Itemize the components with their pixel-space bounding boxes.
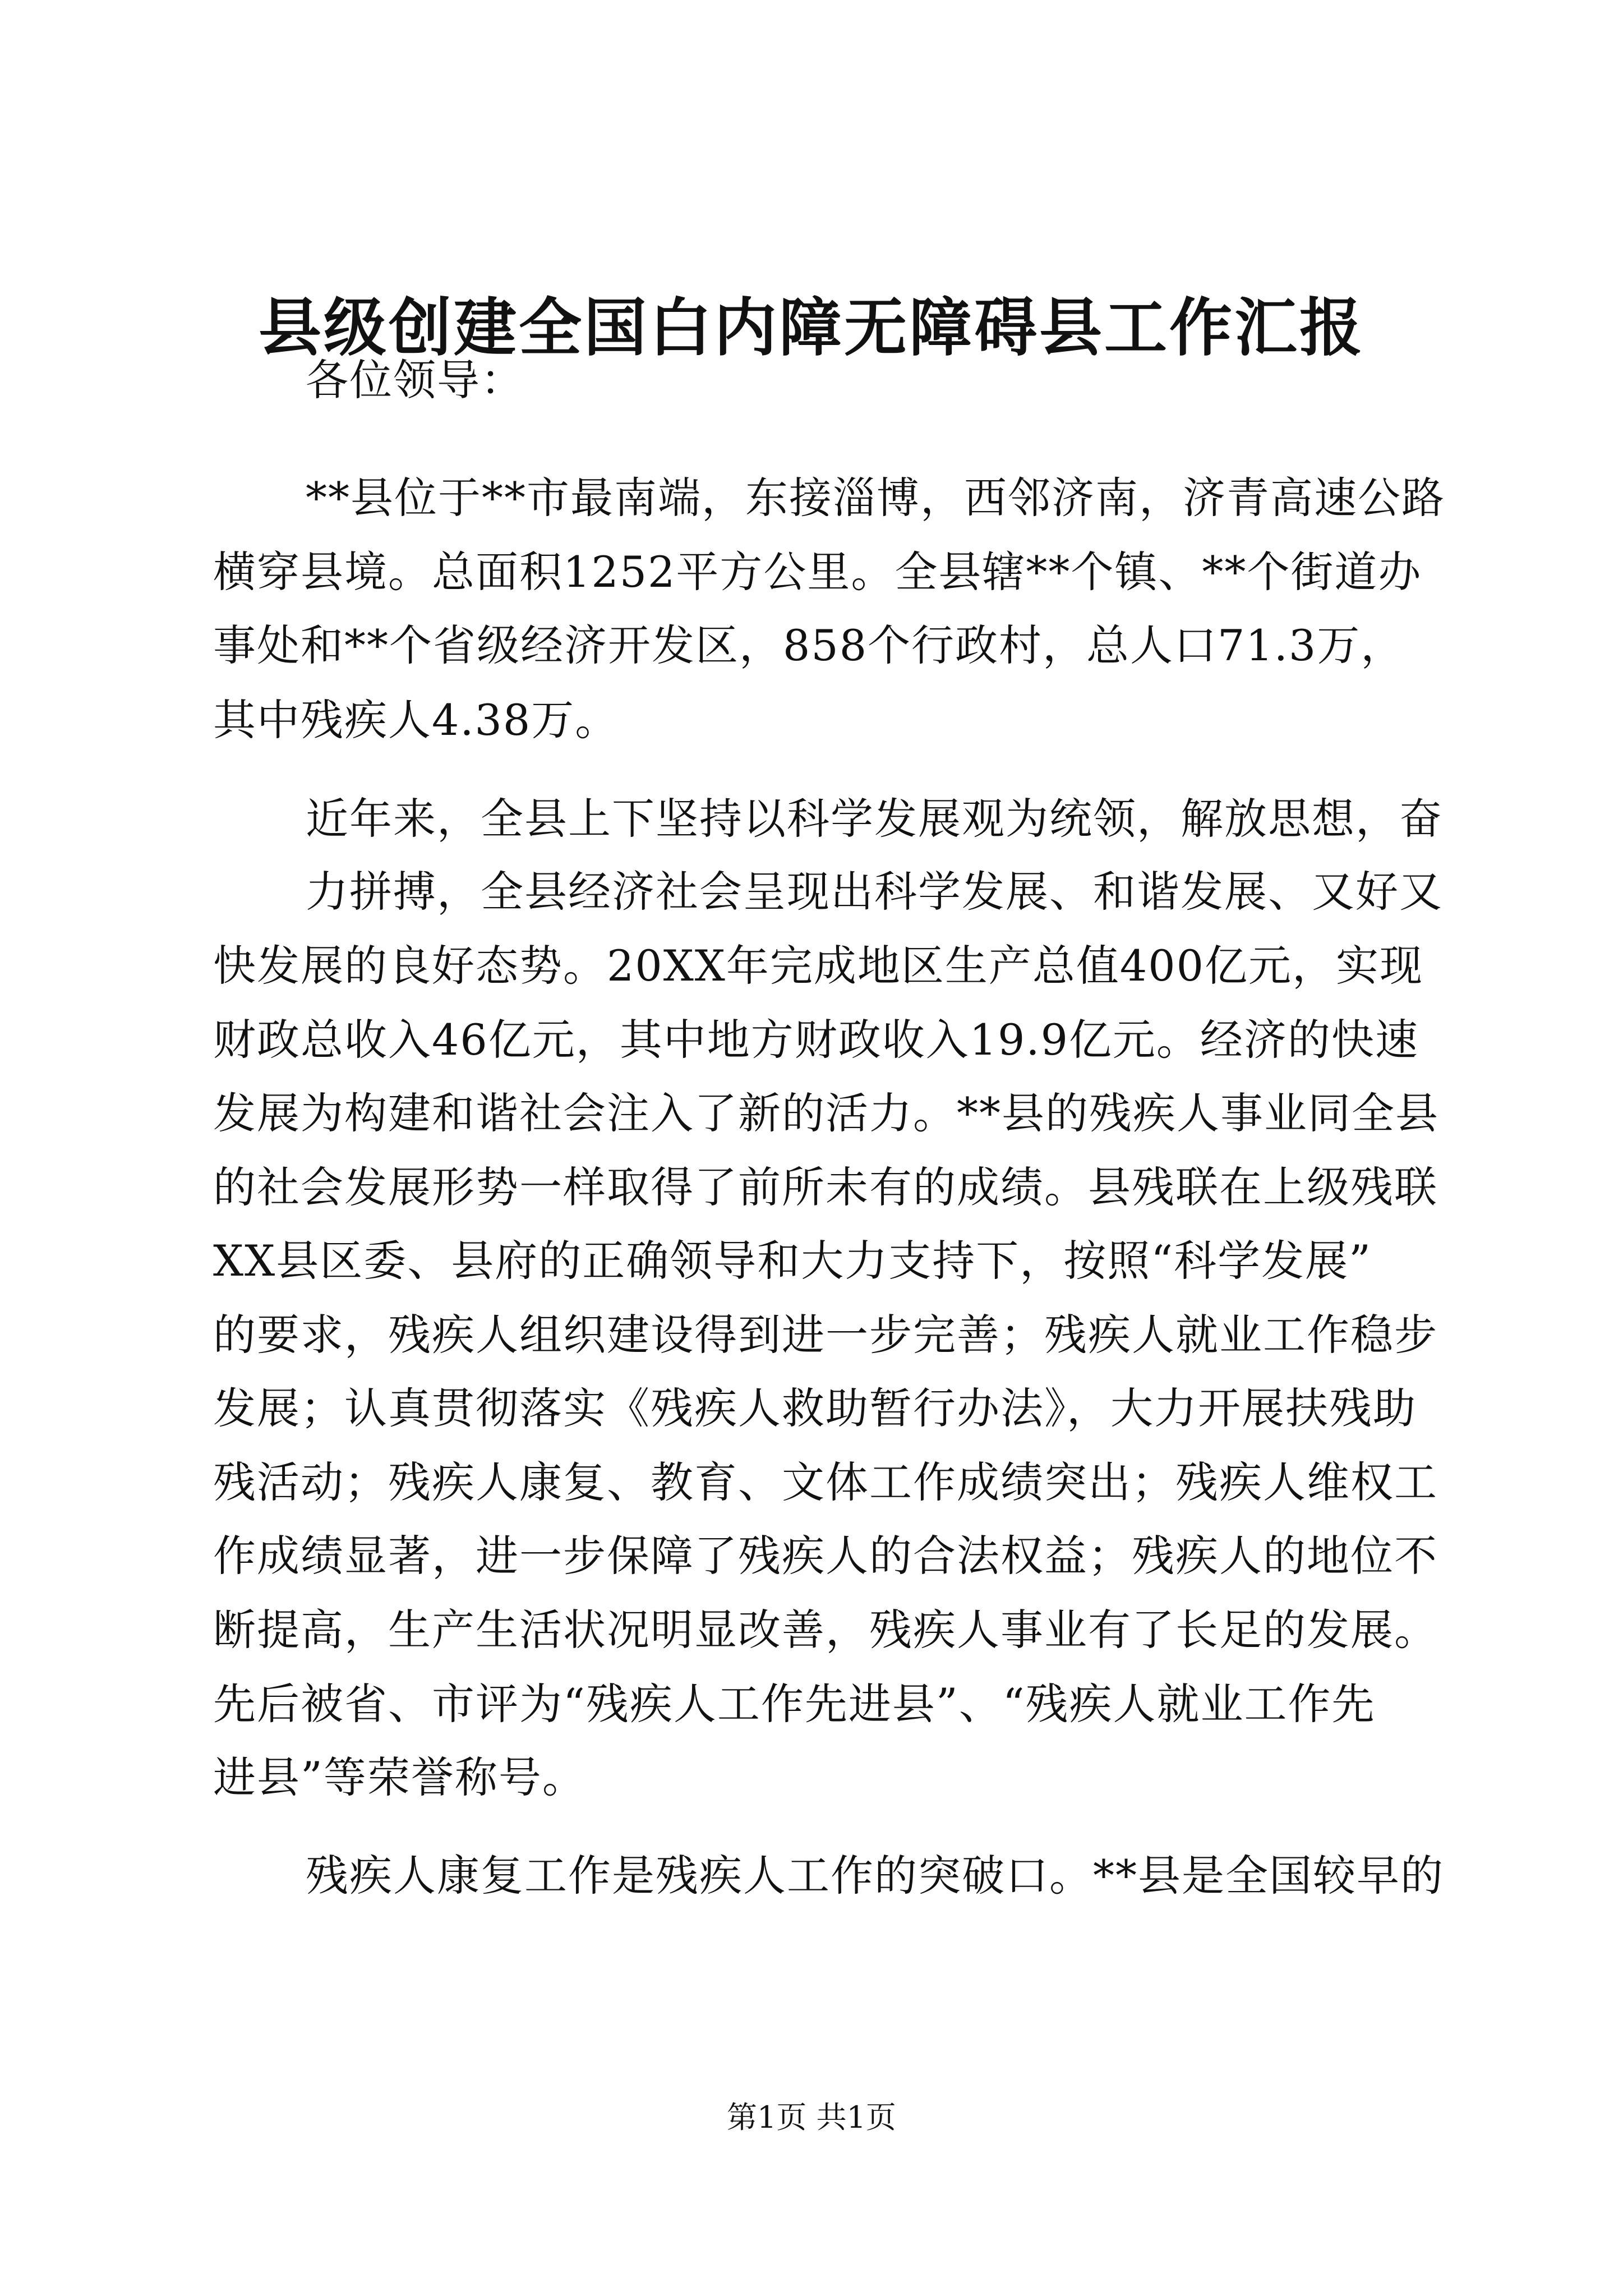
body-line: 的要求，残疾人组织建设得到进一步完善；残疾人就业工作稳步	[213, 1310, 1438, 1360]
body-line: 残疾人康复工作是残疾人工作的突破口。**县是全国较早的	[306, 1851, 1444, 1901]
body-line: 横穿县境。总面积1252平方公里。全县辖**个镇、**个街道办	[213, 547, 1422, 597]
body-line: 进县”等荣誉称号。	[213, 1752, 586, 1802]
body-line: 力拼搏，全县经济社会呈现出科学发展、和谐发展、又好又	[306, 867, 1443, 917]
body-line: 事处和**个省级经济开发区，858个行政村，总人口71.3万，	[213, 620, 1405, 670]
body-line: 残活动；残疾人康复、教育、文体工作成绩突出；残疾人维权工	[213, 1457, 1438, 1507]
body-line: 近年来，全县上下坚持以科学发展观为统领，解放思想，奋	[306, 794, 1443, 844]
body-line: 财政总收入46亿元，其中地方财政收入19.9亿元。经济的快速	[213, 1015, 1419, 1065]
body-line: 发展为构建和谐社会注入了新的活力。**县的残疾人事业同全县	[213, 1088, 1439, 1138]
salutation-line: 各位领导：	[306, 355, 524, 405]
body-line: 其中残疾人4.38万。	[213, 695, 619, 745]
body-line: 先后被省、市评为“残疾人工作先进县”、“残疾人就业工作先	[213, 1679, 1376, 1729]
body-line: 的社会发展形势一样取得了前所未有的成绩。县残联在上级残联	[213, 1162, 1438, 1212]
body-line: 快发展的良好态势。20XX年完成地区生产总值400亿元，实现	[213, 941, 1423, 991]
body-line: **县位于**市最南端，东接淄博，西邻济南，济青高速公路	[306, 473, 1445, 523]
body-line: 发展；认真贯彻落实《残疾人救助暂行办法》，大力开展扶残助	[213, 1383, 1417, 1433]
page-footer: 第1页 共1页	[727, 2100, 896, 2135]
body-line: 断提高，生产生活状况明显改善，残疾人事业有了长足的发展。	[213, 1605, 1438, 1655]
body-line: XX县区委、县府的正确领导和大力支持下，按照“科学发展”	[213, 1236, 1372, 1286]
document-title: 县级创建全国白内障无障碍县工作汇报	[259, 291, 1364, 365]
body-line: 作成绩显著，进一步保障了残疾人的合法权益；残疾人的地位不	[213, 1531, 1438, 1581]
